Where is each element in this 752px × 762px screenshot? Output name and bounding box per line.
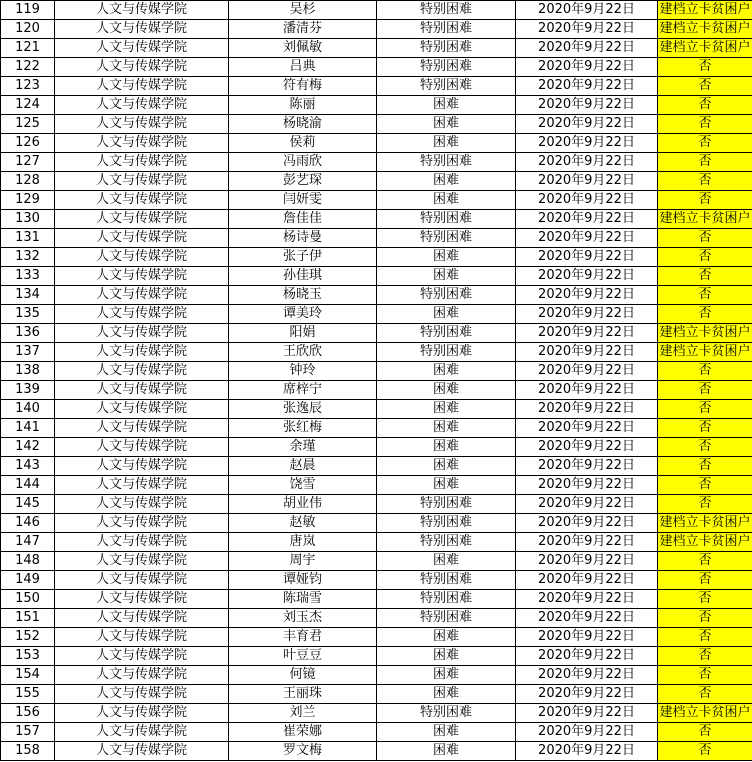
row-number-cell[interactable]: 158 [1, 742, 55, 761]
student-name-cell[interactable]: 席梓宁 [229, 381, 377, 400]
row-number-cell[interactable]: 133 [1, 267, 55, 286]
college-cell[interactable]: 人文与传媒学院 [55, 229, 229, 248]
poverty-status-cell[interactable]: 否 [658, 552, 752, 571]
date-cell[interactable]: 2020年9月22日 [516, 96, 658, 115]
college-cell[interactable]: 人文与传媒学院 [55, 685, 229, 704]
college-cell[interactable]: 人文与传媒学院 [55, 457, 229, 476]
row-number-cell[interactable]: 148 [1, 552, 55, 571]
difficulty-level-cell[interactable]: 困难 [377, 381, 516, 400]
table-row[interactable] [1, 704, 752, 723]
date-cell[interactable]: 2020年9月22日 [516, 514, 658, 533]
table-row[interactable] [1, 514, 752, 533]
college-cell[interactable]: 人文与传媒学院 [55, 609, 229, 628]
table-row[interactable] [1, 96, 752, 115]
student-name-cell[interactable]: 张红梅 [229, 419, 377, 438]
poverty-status-cell[interactable]: 否 [658, 742, 752, 761]
row-number-cell[interactable]: 129 [1, 191, 55, 210]
table-row[interactable] [1, 552, 752, 571]
poverty-status-cell[interactable]: 建档立卡贫困户 [658, 1, 752, 20]
difficulty-level-cell[interactable]: 特别困难 [377, 343, 516, 362]
date-cell[interactable]: 2020年9月22日 [516, 666, 658, 685]
row-number-cell[interactable]: 131 [1, 229, 55, 248]
poverty-status-cell[interactable]: 建档立卡贫困户 [658, 324, 752, 343]
date-cell[interactable]: 2020年9月22日 [516, 134, 658, 153]
row-number-cell[interactable]: 145 [1, 495, 55, 514]
table-row[interactable] [1, 134, 752, 153]
difficulty-level-cell[interactable]: 困难 [377, 134, 516, 153]
date-cell[interactable]: 2020年9月22日 [516, 115, 658, 134]
table-row[interactable] [1, 210, 752, 229]
poverty-status-cell[interactable]: 否 [658, 495, 752, 514]
poverty-status-cell[interactable]: 否 [658, 457, 752, 476]
difficulty-level-cell[interactable]: 困难 [377, 267, 516, 286]
college-cell[interactable]: 人文与传媒学院 [55, 115, 229, 134]
table-row[interactable] [1, 666, 752, 685]
row-number-cell[interactable]: 154 [1, 666, 55, 685]
difficulty-level-cell[interactable]: 困难 [377, 96, 516, 115]
student-name-cell[interactable]: 张逸辰 [229, 400, 377, 419]
row-number-cell[interactable]: 120 [1, 20, 55, 39]
college-cell[interactable]: 人文与传媒学院 [55, 153, 229, 172]
student-name-cell[interactable]: 杨晓渝 [229, 115, 377, 134]
poverty-status-cell[interactable]: 否 [658, 628, 752, 647]
college-cell[interactable]: 人文与传媒学院 [55, 58, 229, 77]
row-number-cell[interactable]: 150 [1, 590, 55, 609]
date-cell[interactable]: 2020年9月22日 [516, 590, 658, 609]
date-cell[interactable]: 2020年9月22日 [516, 571, 658, 590]
difficulty-level-cell[interactable]: 困难 [377, 742, 516, 761]
poverty-status-cell[interactable]: 否 [658, 647, 752, 666]
college-cell[interactable]: 人文与传媒学院 [55, 20, 229, 39]
poverty-status-cell[interactable]: 否 [658, 362, 752, 381]
student-name-cell[interactable]: 崔荣娜 [229, 723, 377, 742]
difficulty-level-cell[interactable]: 特别困难 [377, 1, 516, 20]
date-cell[interactable]: 2020年9月22日 [516, 723, 658, 742]
college-cell[interactable]: 人文与传媒学院 [55, 1, 229, 20]
date-cell[interactable]: 2020年9月22日 [516, 476, 658, 495]
table-row[interactable] [1, 590, 752, 609]
date-cell[interactable]: 2020年9月22日 [516, 343, 658, 362]
student-name-cell[interactable]: 刘兰 [229, 704, 377, 723]
row-number-cell[interactable]: 156 [1, 704, 55, 723]
difficulty-level-cell[interactable]: 特别困难 [377, 20, 516, 39]
student-name-cell[interactable]: 吴杉 [229, 1, 377, 20]
row-number-cell[interactable]: 157 [1, 723, 55, 742]
table-row[interactable] [1, 172, 752, 191]
table-row[interactable] [1, 628, 752, 647]
student-name-cell[interactable]: 彭艺琛 [229, 172, 377, 191]
difficulty-level-cell[interactable]: 特别困难 [377, 153, 516, 172]
date-cell[interactable]: 2020年9月22日 [516, 20, 658, 39]
poverty-status-cell[interactable]: 否 [658, 400, 752, 419]
row-number-cell[interactable]: 126 [1, 134, 55, 153]
date-cell[interactable]: 2020年9月22日 [516, 172, 658, 191]
student-name-cell[interactable]: 唐岚 [229, 533, 377, 552]
date-cell[interactable]: 2020年9月22日 [516, 457, 658, 476]
college-cell[interactable]: 人文与传媒学院 [55, 476, 229, 495]
college-cell[interactable]: 人文与传媒学院 [55, 286, 229, 305]
college-cell[interactable]: 人文与传媒学院 [55, 438, 229, 457]
college-cell[interactable]: 人文与传媒学院 [55, 647, 229, 666]
row-number-cell[interactable]: 142 [1, 438, 55, 457]
student-name-cell[interactable]: 周宇 [229, 552, 377, 571]
student-name-cell[interactable]: 王欣欣 [229, 343, 377, 362]
college-cell[interactable]: 人文与传媒学院 [55, 666, 229, 685]
difficulty-level-cell[interactable]: 特别困难 [377, 229, 516, 248]
student-name-cell[interactable]: 丰育君 [229, 628, 377, 647]
student-name-cell[interactable]: 谭娅钧 [229, 571, 377, 590]
difficulty-level-cell[interactable]: 困难 [377, 628, 516, 647]
difficulty-level-cell[interactable]: 特别困难 [377, 571, 516, 590]
student-name-cell[interactable]: 胡业伟 [229, 495, 377, 514]
date-cell[interactable]: 2020年9月22日 [516, 58, 658, 77]
table-body [1, 1, 752, 761]
difficulty-level-cell[interactable]: 困难 [377, 172, 516, 191]
date-cell[interactable]: 2020年9月22日 [516, 685, 658, 704]
difficulty-level-cell[interactable]: 特别困难 [377, 58, 516, 77]
student-name-cell[interactable]: 陈丽 [229, 96, 377, 115]
difficulty-level-cell[interactable]: 特别困难 [377, 590, 516, 609]
table-row[interactable] [1, 723, 752, 742]
date-cell[interactable]: 2020年9月22日 [516, 210, 658, 229]
student-name-cell[interactable]: 何镜 [229, 666, 377, 685]
table-row[interactable] [1, 77, 752, 96]
poverty-status-cell[interactable]: 否 [658, 685, 752, 704]
student-name-cell[interactable]: 闫妍雯 [229, 191, 377, 210]
date-cell[interactable]: 2020年9月22日 [516, 305, 658, 324]
college-cell[interactable]: 人文与传媒学院 [55, 400, 229, 419]
poverty-status-cell[interactable]: 建档立卡贫困户 [658, 39, 752, 58]
poverty-status-cell[interactable]: 否 [658, 153, 752, 172]
college-cell[interactable]: 人文与传媒学院 [55, 723, 229, 742]
date-cell[interactable]: 2020年9月22日 [516, 609, 658, 628]
student-name-cell[interactable]: 王丽珠 [229, 685, 377, 704]
date-cell[interactable]: 2020年9月22日 [516, 153, 658, 172]
date-cell[interactable]: 2020年9月22日 [516, 324, 658, 343]
table-row[interactable] [1, 647, 752, 666]
row-number-cell[interactable]: 134 [1, 286, 55, 305]
poverty-status-cell[interactable]: 否 [658, 590, 752, 609]
date-cell[interactable]: 2020年9月22日 [516, 628, 658, 647]
difficulty-level-cell[interactable]: 困难 [377, 666, 516, 685]
row-number-cell[interactable]: 119 [1, 1, 55, 20]
difficulty-level-cell[interactable]: 困难 [377, 362, 516, 381]
student-name-cell[interactable]: 余瑾 [229, 438, 377, 457]
row-number-cell[interactable]: 128 [1, 172, 55, 191]
college-cell[interactable]: 人文与传媒学院 [55, 419, 229, 438]
difficulty-level-cell[interactable]: 特别困难 [377, 495, 516, 514]
date-cell[interactable]: 2020年9月22日 [516, 533, 658, 552]
student-name-cell[interactable]: 赵敏 [229, 514, 377, 533]
date-cell[interactable]: 2020年9月22日 [516, 248, 658, 267]
row-number-cell[interactable]: 139 [1, 381, 55, 400]
poverty-status-cell[interactable]: 否 [658, 286, 752, 305]
date-cell[interactable]: 2020年9月22日 [516, 704, 658, 723]
difficulty-level-cell[interactable]: 特别困难 [377, 77, 516, 96]
row-number-cell[interactable]: 122 [1, 58, 55, 77]
poverty-status-cell[interactable]: 否 [658, 723, 752, 742]
college-cell[interactable]: 人文与传媒学院 [55, 248, 229, 267]
row-number-cell[interactable]: 121 [1, 39, 55, 58]
table-row[interactable] [1, 305, 752, 324]
student-name-cell[interactable]: 谭美玲 [229, 305, 377, 324]
student-name-cell[interactable]: 冯雨欣 [229, 153, 377, 172]
student-name-cell[interactable]: 符有梅 [229, 77, 377, 96]
student-name-cell[interactable]: 刘玉杰 [229, 609, 377, 628]
student-name-cell[interactable]: 阳娟 [229, 324, 377, 343]
college-cell[interactable]: 人文与传媒学院 [55, 571, 229, 590]
date-cell[interactable]: 2020年9月22日 [516, 362, 658, 381]
table-row[interactable] [1, 248, 752, 267]
date-cell[interactable]: 2020年9月22日 [516, 381, 658, 400]
poverty-status-cell[interactable]: 否 [658, 96, 752, 115]
student-name-cell[interactable]: 陈瑞雪 [229, 590, 377, 609]
poverty-status-cell[interactable]: 否 [658, 58, 752, 77]
difficulty-level-cell[interactable]: 特别困难 [377, 704, 516, 723]
difficulty-level-cell[interactable]: 特别困难 [377, 533, 516, 552]
date-cell[interactable]: 2020年9月22日 [516, 229, 658, 248]
table-row[interactable] [1, 39, 752, 58]
difficulty-level-cell[interactable]: 困难 [377, 457, 516, 476]
college-cell[interactable]: 人文与传媒学院 [55, 267, 229, 286]
college-cell[interactable]: 人文与传媒学院 [55, 343, 229, 362]
row-number-cell[interactable]: 130 [1, 210, 55, 229]
student-name-cell[interactable]: 杨诗曼 [229, 229, 377, 248]
row-number-cell[interactable]: 132 [1, 248, 55, 267]
difficulty-level-cell[interactable]: 特别困难 [377, 210, 516, 229]
college-cell[interactable]: 人文与传媒学院 [55, 704, 229, 723]
difficulty-level-cell[interactable]: 困难 [377, 438, 516, 457]
table-row[interactable] [1, 476, 752, 495]
college-cell[interactable]: 人文与传媒学院 [55, 324, 229, 343]
college-cell[interactable]: 人文与传媒学院 [55, 533, 229, 552]
table-row[interactable] [1, 115, 752, 134]
college-cell[interactable]: 人文与传媒学院 [55, 628, 229, 647]
row-number-cell[interactable]: 147 [1, 533, 55, 552]
student-name-cell[interactable]: 潘清芬 [229, 20, 377, 39]
student-name-cell[interactable]: 孙佳琪 [229, 267, 377, 286]
table-row[interactable] [1, 381, 752, 400]
row-number-cell[interactable]: 149 [1, 571, 55, 590]
date-cell[interactable]: 2020年9月22日 [516, 495, 658, 514]
difficulty-level-cell[interactable]: 困难 [377, 305, 516, 324]
college-cell[interactable]: 人文与传媒学院 [55, 514, 229, 533]
date-cell[interactable]: 2020年9月22日 [516, 191, 658, 210]
poverty-status-cell[interactable]: 建档立卡贫困户 [658, 514, 752, 533]
college-cell[interactable]: 人文与传媒学院 [55, 552, 229, 571]
student-name-cell[interactable]: 赵晨 [229, 457, 377, 476]
row-number-cell[interactable]: 144 [1, 476, 55, 495]
poverty-status-cell[interactable]: 建档立卡贫困户 [658, 704, 752, 723]
table-row[interactable] [1, 685, 752, 704]
student-name-cell[interactable]: 饶雪 [229, 476, 377, 495]
date-cell[interactable]: 2020年9月22日 [516, 419, 658, 438]
difficulty-level-cell[interactable]: 特别困难 [377, 39, 516, 58]
row-number-cell[interactable]: 125 [1, 115, 55, 134]
student-name-cell[interactable]: 刘佩敏 [229, 39, 377, 58]
row-number-cell[interactable]: 138 [1, 362, 55, 381]
difficulty-level-cell[interactable]: 困难 [377, 552, 516, 571]
table-row[interactable] [1, 362, 752, 381]
poverty-status-cell[interactable]: 否 [658, 172, 752, 191]
college-cell[interactable]: 人文与传媒学院 [55, 381, 229, 400]
difficulty-level-cell[interactable]: 困难 [377, 419, 516, 438]
student-name-cell[interactable]: 罗文梅 [229, 742, 377, 761]
row-number-cell[interactable]: 153 [1, 647, 55, 666]
student-name-cell[interactable]: 詹佳佳 [229, 210, 377, 229]
table-row[interactable] [1, 400, 752, 419]
college-cell[interactable]: 人文与传媒学院 [55, 362, 229, 381]
difficulty-level-cell[interactable]: 困难 [377, 723, 516, 742]
college-cell[interactable]: 人文与传媒学院 [55, 96, 229, 115]
poverty-status-cell[interactable]: 否 [658, 267, 752, 286]
row-number-cell[interactable]: 155 [1, 685, 55, 704]
date-cell[interactable]: 2020年9月22日 [516, 77, 658, 96]
poverty-status-cell[interactable]: 否 [658, 191, 752, 210]
table-row[interactable] [1, 324, 752, 343]
poverty-status-cell[interactable]: 否 [658, 134, 752, 153]
row-number-cell[interactable]: 141 [1, 419, 55, 438]
difficulty-level-cell[interactable]: 困难 [377, 115, 516, 134]
college-cell[interactable]: 人文与传媒学院 [55, 210, 229, 229]
difficulty-level-cell[interactable]: 困难 [377, 476, 516, 495]
poverty-status-cell[interactable]: 否 [658, 115, 752, 134]
row-number-cell[interactable]: 137 [1, 343, 55, 362]
poverty-status-cell[interactable]: 否 [658, 381, 752, 400]
college-cell[interactable]: 人文与传媒学院 [55, 742, 229, 761]
date-cell[interactable]: 2020年9月22日 [516, 286, 658, 305]
poverty-status-cell[interactable]: 否 [658, 666, 752, 685]
poverty-status-cell[interactable]: 否 [658, 77, 752, 96]
row-number-cell[interactable]: 146 [1, 514, 55, 533]
table-row[interactable] [1, 153, 752, 172]
poverty-status-cell[interactable]: 否 [658, 476, 752, 495]
student-name-cell[interactable]: 杨晓玉 [229, 286, 377, 305]
table-row[interactable] [1, 1, 752, 20]
row-number-cell[interactable]: 140 [1, 400, 55, 419]
table-row[interactable] [1, 419, 752, 438]
poverty-status-cell[interactable]: 否 [658, 248, 752, 267]
date-cell[interactable]: 2020年9月22日 [516, 438, 658, 457]
table-row[interactable] [1, 742, 752, 761]
college-cell[interactable]: 人文与传媒学院 [55, 191, 229, 210]
table-row[interactable] [1, 343, 752, 362]
table-row[interactable] [1, 495, 752, 514]
table-row[interactable] [1, 609, 752, 628]
poverty-status-cell[interactable]: 否 [658, 609, 752, 628]
table-row[interactable] [1, 267, 752, 286]
date-cell[interactable]: 2020年9月22日 [516, 552, 658, 571]
date-cell[interactable]: 2020年9月22日 [516, 742, 658, 761]
row-number-cell[interactable]: 127 [1, 153, 55, 172]
difficulty-level-cell[interactable]: 困难 [377, 248, 516, 267]
student-name-cell[interactable]: 叶豆豆 [229, 647, 377, 666]
date-cell[interactable]: 2020年9月22日 [516, 1, 658, 20]
row-number-cell[interactable]: 135 [1, 305, 55, 324]
table-row[interactable] [1, 438, 752, 457]
difficulty-level-cell[interactable]: 困难 [377, 685, 516, 704]
row-number-cell[interactable]: 123 [1, 77, 55, 96]
date-cell[interactable]: 2020年9月22日 [516, 647, 658, 666]
student-name-cell[interactable]: 钟玲 [229, 362, 377, 381]
student-name-cell[interactable]: 侯莉 [229, 134, 377, 153]
row-number-cell[interactable]: 152 [1, 628, 55, 647]
poverty-status-cell[interactable]: 否 [658, 571, 752, 590]
difficulty-level-cell[interactable]: 特别困难 [377, 514, 516, 533]
date-cell[interactable]: 2020年9月22日 [516, 400, 658, 419]
student-name-cell[interactable]: 张子伊 [229, 248, 377, 267]
row-number-cell[interactable]: 143 [1, 457, 55, 476]
table-row[interactable] [1, 286, 752, 305]
poverty-status-cell[interactable]: 建档立卡贫困户 [658, 20, 752, 39]
difficulty-level-cell[interactable]: 困难 [377, 647, 516, 666]
poverty-status-cell[interactable]: 建档立卡贫困户 [658, 533, 752, 552]
table-row[interactable] [1, 457, 752, 476]
difficulty-level-cell[interactable]: 困难 [377, 191, 516, 210]
table-row[interactable] [1, 20, 752, 39]
poverty-status-cell[interactable]: 建档立卡贫困户 [658, 343, 752, 362]
table-row[interactable] [1, 191, 752, 210]
college-cell[interactable]: 人文与传媒学院 [55, 495, 229, 514]
college-cell[interactable]: 人文与传媒学院 [55, 39, 229, 58]
date-cell[interactable]: 2020年9月22日 [516, 267, 658, 286]
difficulty-level-cell[interactable]: 特别困难 [377, 324, 516, 343]
college-cell[interactable]: 人文与传媒学院 [55, 134, 229, 153]
poverty-status-cell[interactable]: 否 [658, 305, 752, 324]
poverty-status-cell[interactable]: 否 [658, 438, 752, 457]
table-row[interactable] [1, 58, 752, 77]
row-number-cell[interactable]: 136 [1, 324, 55, 343]
poverty-status-cell[interactable]: 否 [658, 419, 752, 438]
table-row[interactable] [1, 571, 752, 590]
college-cell[interactable]: 人文与传媒学院 [55, 77, 229, 96]
difficulty-level-cell[interactable]: 特别困难 [377, 609, 516, 628]
date-cell[interactable]: 2020年9月22日 [516, 39, 658, 58]
difficulty-level-cell[interactable]: 特别困难 [377, 286, 516, 305]
poverty-status-cell[interactable]: 建档立卡贫困户 [658, 210, 752, 229]
poverty-status-cell[interactable]: 否 [658, 229, 752, 248]
difficulty-level-cell[interactable]: 困难 [377, 400, 516, 419]
college-cell[interactable]: 人文与传媒学院 [55, 172, 229, 191]
college-cell[interactable]: 人文与传媒学院 [55, 305, 229, 324]
row-number-cell[interactable]: 124 [1, 96, 55, 115]
college-cell[interactable]: 人文与传媒学院 [55, 590, 229, 609]
student-name-cell[interactable]: 吕典 [229, 58, 377, 77]
row-number-cell[interactable]: 151 [1, 609, 55, 628]
table-row[interactable] [1, 533, 752, 552]
table-row[interactable] [1, 229, 752, 248]
